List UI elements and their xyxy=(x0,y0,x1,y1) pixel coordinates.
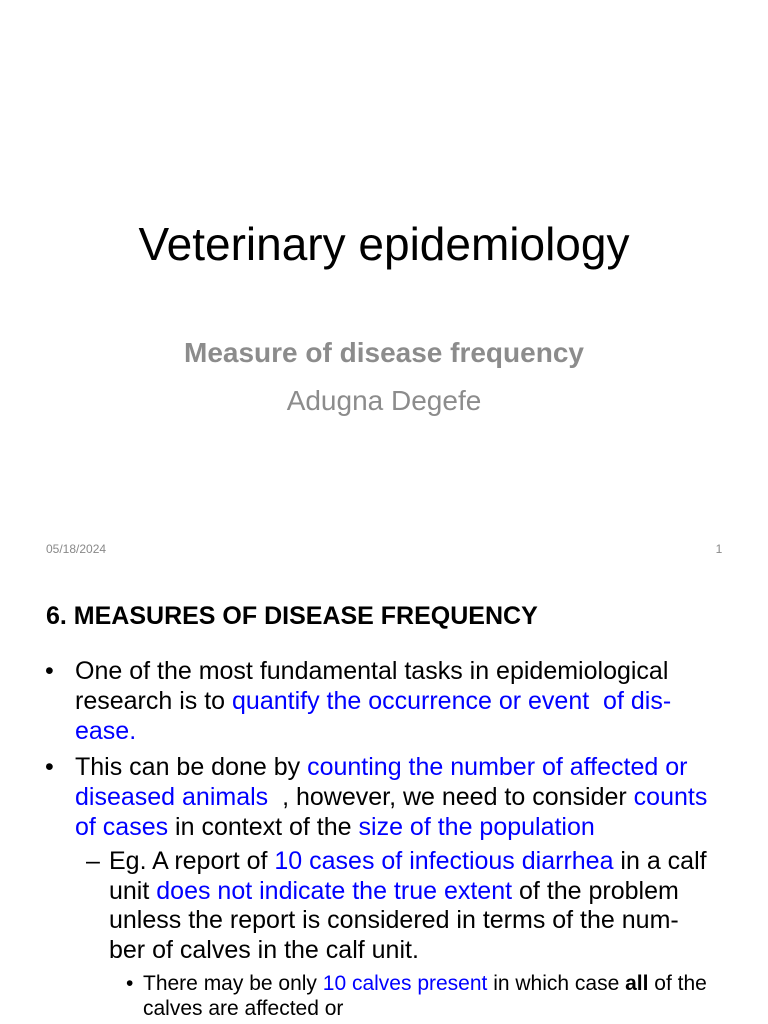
text-line xyxy=(75,686,671,716)
slide-heading: 6. MEASURES OF DISEASE FREQUENCY xyxy=(46,602,538,630)
highlighted-text: quantify the occurrence or event of dis- xyxy=(232,687,672,715)
bullet-marker: • xyxy=(45,657,54,685)
highlighted-text: does not indicate the true extent xyxy=(156,876,513,905)
text-line xyxy=(75,716,671,746)
bold-text: all xyxy=(625,972,649,995)
body-text: in a calf xyxy=(613,847,707,875)
body-text: ber of calves in the calf unit. xyxy=(109,936,419,965)
body-text: in context of the xyxy=(168,813,359,841)
body-text: of the xyxy=(648,972,707,995)
body-text: Eg. A report of xyxy=(109,847,275,875)
text-line xyxy=(143,971,707,996)
bullet-text xyxy=(75,752,707,842)
slide-2 xyxy=(0,575,768,1024)
sub-bullet-text xyxy=(109,847,707,966)
body-text: One of the most fundamental tasks in epidemiological xyxy=(75,657,669,685)
bullet-text xyxy=(75,656,671,746)
highlighted-text: size of the population xyxy=(358,813,595,841)
slide-subtitle: Measure of disease frequency xyxy=(184,337,584,368)
author-name: Adugna Degefe xyxy=(286,385,482,416)
slide-number: 1 xyxy=(715,542,723,556)
text-line xyxy=(109,877,707,907)
text-line xyxy=(75,812,707,842)
body-text: unless the report is considered in terms of the num- xyxy=(109,906,679,935)
text-line xyxy=(75,752,707,782)
highlighted-text: counts xyxy=(633,783,708,811)
text-line xyxy=(109,906,707,936)
body-text: unit xyxy=(109,876,157,905)
body-text: of the problem xyxy=(512,876,679,905)
slide-title: Veterinary epidemiology xyxy=(138,218,630,270)
body-text: There may be only xyxy=(143,972,323,995)
body-text: , however, we need to consider xyxy=(282,783,634,811)
body-text: calves are affected or xyxy=(143,997,344,1020)
dash-marker: – xyxy=(86,847,100,875)
highlighted-text: 10 cases of infectious diarrhea xyxy=(274,847,614,875)
slide-date: 05/18/2024 xyxy=(46,542,107,556)
body-text: research is to xyxy=(75,687,233,715)
highlighted-text: diseased animals xyxy=(75,783,283,811)
highlighted-text: 10 calves present xyxy=(322,972,488,995)
text-line xyxy=(75,656,671,686)
sub-sub-bullet-text xyxy=(143,971,707,1021)
highlighted-text: ease. xyxy=(75,717,137,745)
body-text: in which case xyxy=(487,972,626,995)
bullet-marker: • xyxy=(126,972,134,995)
text-line xyxy=(109,847,707,877)
bullet-marker: • xyxy=(45,753,54,781)
body-text: This can be done by xyxy=(75,753,308,781)
highlighted-text: counting the number of affected or xyxy=(307,753,688,781)
text-line xyxy=(109,936,707,966)
text-line xyxy=(75,782,707,812)
highlighted-text: of cases xyxy=(75,813,169,841)
text-line xyxy=(143,996,707,1021)
